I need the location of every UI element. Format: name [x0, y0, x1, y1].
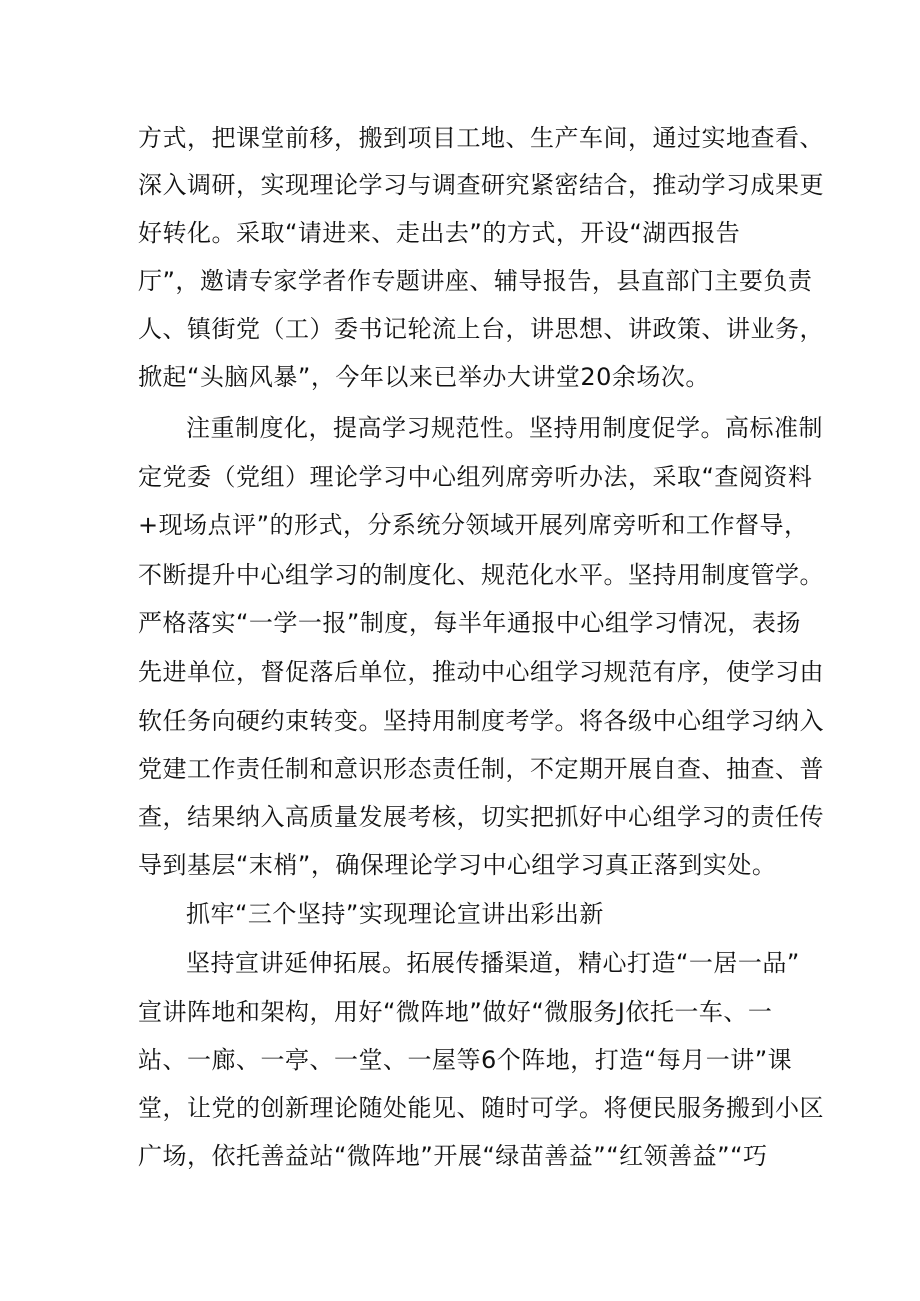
body-text-line: 导到基层“末梢”，确保理论学习中心组学习真正落到实处。 [138, 851, 777, 879]
body-text-line: 宣讲阵地和架构，用好“微阵地”做好“微服务J依托一车、一 [138, 998, 773, 1026]
body-text-line: 广场，依托善益站“微阵地”开展“绿苗善益”“红领善益”“巧 [138, 1142, 768, 1170]
body-text-line: 软任务向硬约束转变。坚持用制度考学。将各级中心组学习纳入 [138, 707, 824, 735]
body-text-line: 不断提升中心组学习的制度化、规范化水平。坚持用制度管学。 [138, 561, 824, 589]
body-text-line: 严格落实“一学一报”制度，每半年通报中心组学习情况，表扬 [138, 609, 801, 637]
body-text-line: 人、镇街党（工）委书记轮流上台，讲思想、讲政策、讲业务， [138, 315, 824, 343]
body-text-line: 定党委（党组）理论学习中心组列席旁听办法，采取“查阅资料 [138, 463, 813, 491]
body-text-line: 掀起“头脑风暴”，今年以来已举办大讲堂20余场次。 [138, 363, 710, 391]
body-text-line: 深入调研，实现理论学习与调查研究紧密结合，推动学习成果更 [138, 171, 824, 199]
body-text-line: 厅”，邀请专家学者作专题讲座、辅导报告，县直部门主要负责 [138, 267, 813, 295]
paragraph-first-line: 坚持宣讲延伸拓展。拓展传播渠道，精心打造“一居一品” [186, 949, 800, 977]
body-text-line: 方式，把课堂前移，搬到项目工地、生产车间，通过实地查看、 [138, 124, 824, 152]
section-heading: 抓牢“三个坚持”实现理论宣讲出彩出新 [186, 900, 604, 928]
body-text-line: 好转化。采取“请进来、走出去”的方式，开设“湖西报告 [138, 219, 741, 247]
body-text-line: 堂，让党的创新理论随处能见、随时可学。将便民服务搬到小区 [138, 1094, 824, 1122]
body-text-line: 党建工作责任制和意识形态责任制，不定期开展自查、抽查、普 [138, 755, 824, 783]
body-text-line: 站、一廊、一亭、一堂、一屋等6个阵地，打造“每月一讲”课 [138, 1046, 793, 1074]
body-text-line: 查，结果纳入高质量发展考核，切实把抓好中心组学习的责任传 [138, 803, 824, 831]
paragraph-first-line: 注重制度化，提高学习规范性。坚持用制度促学。高标准制 [186, 414, 823, 442]
body-text-line: +现场点评”的形式，分系统分领域开展列席旁听和工作督导， [138, 511, 809, 539]
body-text-line: 先进单位，督促落后单位，推动中心组学习规范有序，使学习由 [138, 658, 824, 686]
